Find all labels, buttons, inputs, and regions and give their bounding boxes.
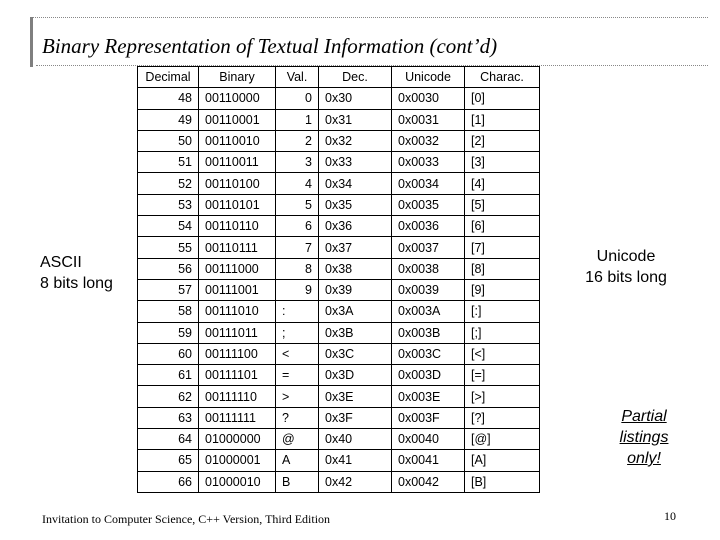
ascii-label-line2: 8 bits long (40, 275, 113, 292)
binary-cell: 00110101 (199, 194, 276, 215)
val-cell: : (276, 301, 319, 322)
binary-cell: 00111100 (199, 343, 276, 364)
header-unicode: Unicode (392, 67, 465, 88)
table-row (138, 471, 540, 492)
val-cell: @ (276, 429, 319, 450)
decimal-cell: 61 (138, 365, 199, 386)
unicode-cell: 0x0037 (392, 237, 465, 258)
binary-cell: 00111001 (199, 279, 276, 300)
decimal-cell: 65 (138, 450, 199, 471)
charac-cell: [=] (465, 365, 540, 386)
unicode-cell: 0x003B (392, 322, 465, 343)
table-row (138, 130, 540, 151)
partial-line1: Partial (621, 408, 667, 425)
footer-text: Invitation to Computer Science, C++ Version, Third Edition (42, 512, 331, 526)
val-cell: 6 (276, 216, 319, 237)
dec-cell: 0x3B (319, 322, 392, 343)
table-row (138, 386, 540, 407)
table-row (138, 343, 540, 364)
header-binary: Binary (199, 67, 276, 88)
ascii-label-line1: ASCII (40, 254, 82, 271)
decimal-cell: 55 (138, 237, 199, 258)
val-cell: 2 (276, 130, 319, 151)
unicode-cell: 0x0041 (392, 450, 465, 471)
dec-cell: 0x32 (319, 130, 392, 151)
val-cell: = (276, 365, 319, 386)
table-row (138, 407, 540, 428)
decimal-cell: 62 (138, 386, 199, 407)
val-cell: 4 (276, 173, 319, 194)
decimal-cell: 51 (138, 152, 199, 173)
charac-cell: [3] (465, 152, 540, 173)
header-decimal: Decimal (138, 67, 199, 88)
charac-cell: [1] (465, 109, 540, 130)
val-cell: 8 (276, 258, 319, 279)
dec-cell: 0x31 (319, 109, 392, 130)
char-code-table (137, 66, 540, 493)
ascii-label (40, 252, 113, 294)
partial-line2: listings (619, 429, 669, 446)
unicode-cell: 0x0031 (392, 109, 465, 130)
table-row (138, 258, 540, 279)
binary-cell: 00111111 (199, 407, 276, 428)
unicode-cell: 0x0034 (392, 173, 465, 194)
unicode-cell: 0x0036 (392, 216, 465, 237)
dec-cell: 0x3E (319, 386, 392, 407)
table-row (138, 279, 540, 300)
unicode-cell: 0x0033 (392, 152, 465, 173)
dec-cell: 0x40 (319, 429, 392, 450)
binary-cell: 00110001 (199, 109, 276, 130)
decimal-cell: 59 (138, 322, 199, 343)
charac-cell: [?] (465, 407, 540, 428)
table-row (138, 88, 540, 109)
binary-cell: 00111110 (199, 386, 276, 407)
dec-cell: 0x42 (319, 471, 392, 492)
val-cell: > (276, 386, 319, 407)
table-row (138, 109, 540, 130)
decimal-cell: 49 (138, 109, 199, 130)
decimal-cell: 54 (138, 216, 199, 237)
decimal-cell: 52 (138, 173, 199, 194)
val-cell: 0 (276, 88, 319, 109)
decimal-cell: 48 (138, 88, 199, 109)
table-header-row (138, 67, 540, 88)
val-cell: ? (276, 407, 319, 428)
charac-cell: [5] (465, 194, 540, 215)
table-row (138, 194, 540, 215)
val-cell: 9 (276, 279, 319, 300)
header-dec: Dec. (319, 67, 392, 88)
unicode-cell: 0x0030 (392, 88, 465, 109)
dec-cell: 0x38 (319, 258, 392, 279)
table-row (138, 450, 540, 471)
decimal-cell: 58 (138, 301, 199, 322)
unicode-label-line1: Unicode (596, 248, 656, 265)
dec-cell: 0x39 (319, 279, 392, 300)
dec-cell: 0x3C (319, 343, 392, 364)
dec-cell: 0x41 (319, 450, 392, 471)
charac-cell: [B] (465, 471, 540, 492)
val-cell: 3 (276, 152, 319, 173)
slide-frame-top (30, 17, 708, 18)
charac-cell: [9] (465, 279, 540, 300)
dec-cell: 0x30 (319, 88, 392, 109)
header-val: Val. (276, 67, 319, 88)
charac-cell: [A] (465, 450, 540, 471)
table-row (138, 237, 540, 258)
binary-cell: 00110111 (199, 237, 276, 258)
val-cell: < (276, 343, 319, 364)
charac-cell: [7] (465, 237, 540, 258)
val-cell: A (276, 450, 319, 471)
charac-cell: [:] (465, 301, 540, 322)
decimal-cell: 50 (138, 130, 199, 151)
charac-cell: [@] (465, 429, 540, 450)
charac-cell: [<] (465, 343, 540, 364)
unicode-cell: 0x003E (392, 386, 465, 407)
table-row (138, 301, 540, 322)
binary-cell: 00111010 (199, 301, 276, 322)
binary-cell: 00110010 (199, 130, 276, 151)
decimal-cell: 66 (138, 471, 199, 492)
table-row (138, 152, 540, 173)
binary-cell: 01000001 (199, 450, 276, 471)
unicode-cell: 0x0032 (392, 130, 465, 151)
val-cell: 5 (276, 194, 319, 215)
dec-cell: 0x34 (319, 173, 392, 194)
binary-cell: 00110011 (199, 152, 276, 173)
charac-cell: [4] (465, 173, 540, 194)
dec-cell: 0x35 (319, 194, 392, 215)
unicode-label-line2: 16 bits long (585, 269, 667, 286)
decimal-cell: 63 (138, 407, 199, 428)
binary-cell: 00110100 (199, 173, 276, 194)
decimal-cell: 56 (138, 258, 199, 279)
charac-cell: [8] (465, 258, 540, 279)
partial-line3: only! (627, 450, 661, 467)
decimal-cell: 60 (138, 343, 199, 364)
unicode-cell: 0x0035 (392, 194, 465, 215)
dec-cell: 0x3F (319, 407, 392, 428)
binary-cell: 00111101 (199, 365, 276, 386)
table-row (138, 216, 540, 237)
unicode-cell: 0x003C (392, 343, 465, 364)
unicode-cell: 0x003D (392, 365, 465, 386)
unicode-cell: 0x003A (392, 301, 465, 322)
table-row (138, 322, 540, 343)
val-cell: B (276, 471, 319, 492)
dec-cell: 0x3D (319, 365, 392, 386)
binary-cell: 00111000 (199, 258, 276, 279)
val-cell: 1 (276, 109, 319, 130)
decimal-cell: 53 (138, 194, 199, 215)
decimal-cell: 64 (138, 429, 199, 450)
binary-cell: 00111011 (199, 322, 276, 343)
charac-cell: [2] (465, 130, 540, 151)
unicode-label (580, 246, 672, 288)
binary-cell: 00110000 (199, 88, 276, 109)
slide-title: Binary Representation of Textual Information (cont’d) (42, 34, 498, 58)
val-cell: ; (276, 322, 319, 343)
page-number: 10 (664, 509, 676, 523)
charac-cell: [6] (465, 216, 540, 237)
binary-cell: 01000000 (199, 429, 276, 450)
decimal-cell: 57 (138, 279, 199, 300)
unicode-cell: 0x0039 (392, 279, 465, 300)
table-row (138, 365, 540, 386)
unicode-cell: 0x0038 (392, 258, 465, 279)
unicode-cell: 0x0040 (392, 429, 465, 450)
partial-listings-note (612, 406, 676, 469)
table-row (138, 429, 540, 450)
slide-frame-left (30, 17, 33, 67)
unicode-cell: 0x003F (392, 407, 465, 428)
charac-cell: [>] (465, 386, 540, 407)
binary-cell: 01000010 (199, 471, 276, 492)
table-row (138, 173, 540, 194)
unicode-cell: 0x0042 (392, 471, 465, 492)
dec-cell: 0x37 (319, 237, 392, 258)
val-cell: 7 (276, 237, 319, 258)
charac-cell: [;] (465, 322, 540, 343)
charac-cell: [0] (465, 88, 540, 109)
dec-cell: 0x33 (319, 152, 392, 173)
binary-cell: 00110110 (199, 216, 276, 237)
header-charac: Charac. (465, 67, 540, 88)
dec-cell: 0x3A (319, 301, 392, 322)
dec-cell: 0x36 (319, 216, 392, 237)
